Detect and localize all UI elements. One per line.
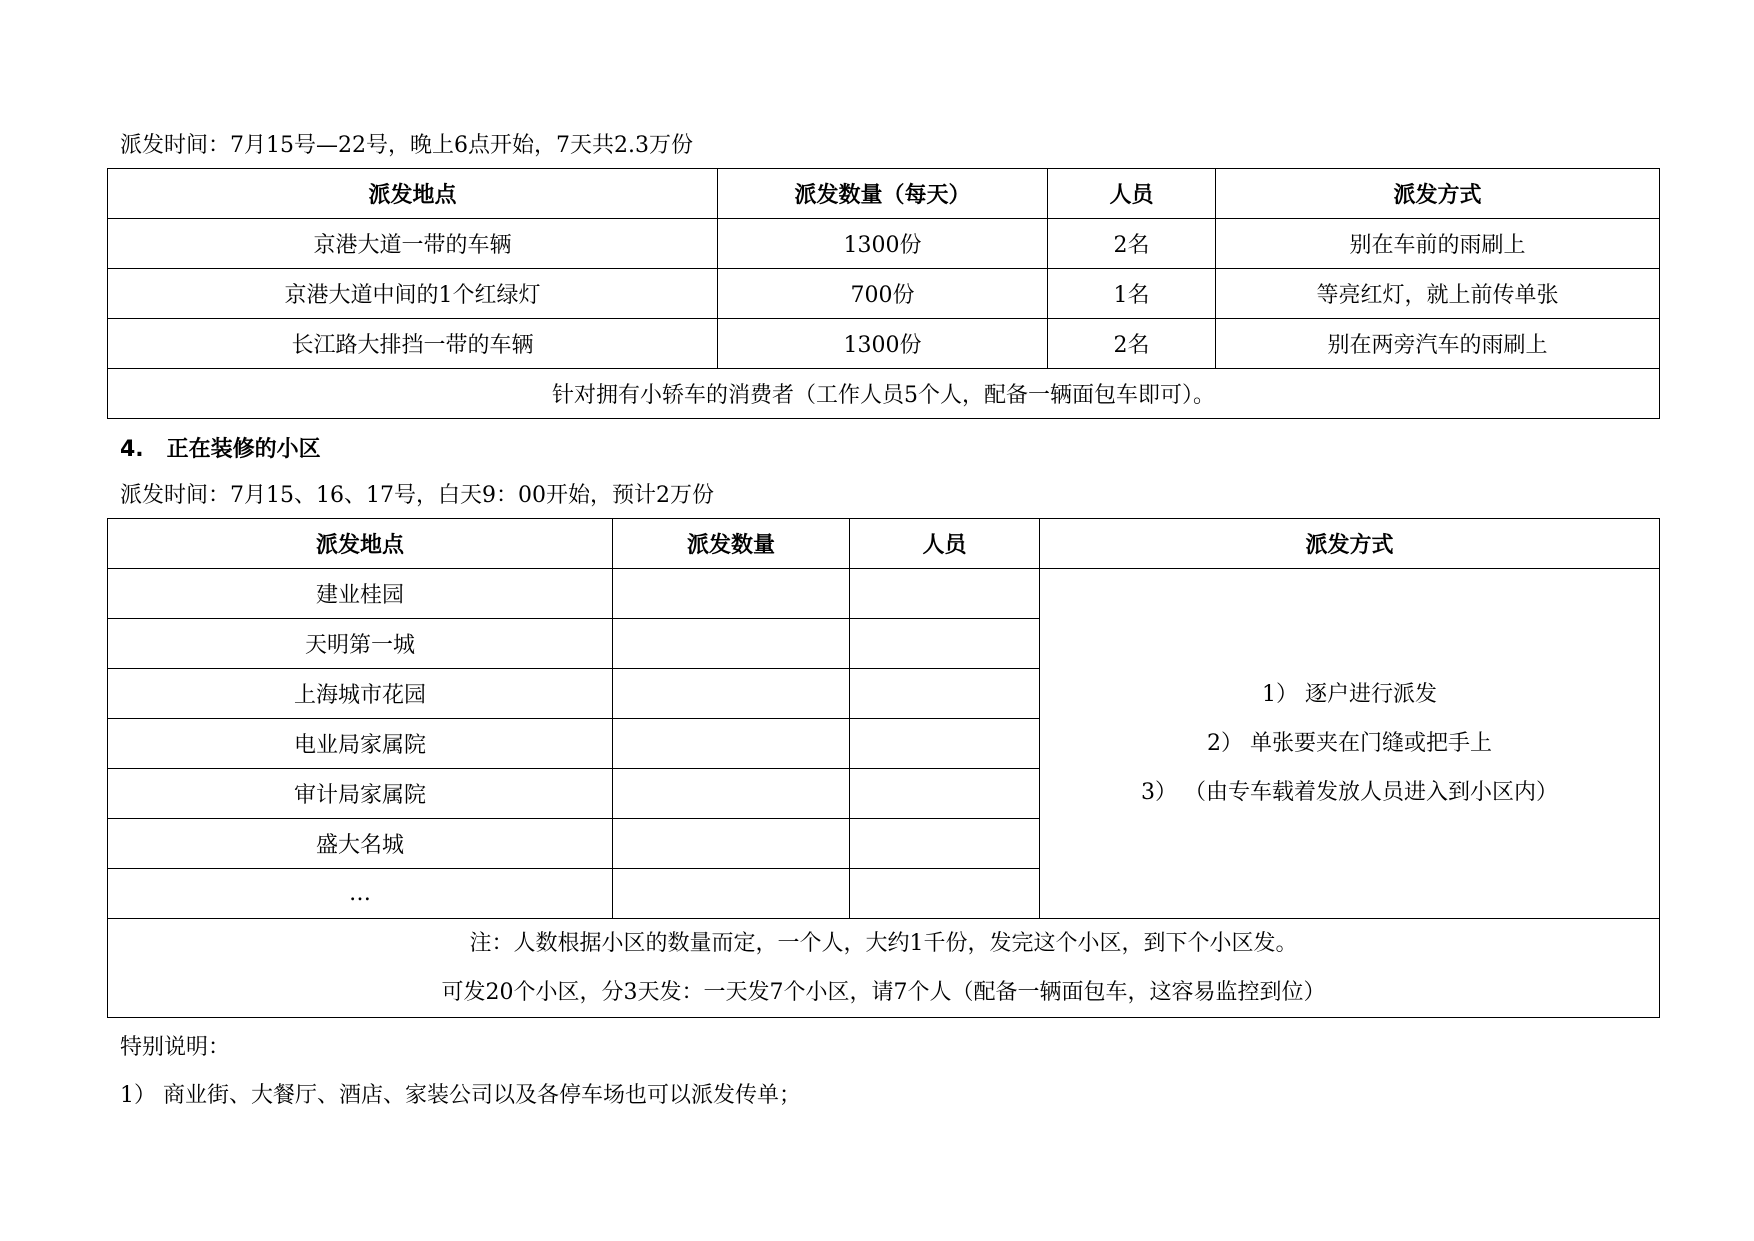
cell-quantity [613,769,850,819]
table-row [108,269,1660,319]
cell-staff: 1名 [1048,269,1216,319]
table-footer-note: 针对拥有小轿车的消费者（工作人员5个人，配备一辆面包车即可）。 [108,369,1660,419]
section4-time-line: 派发时间：7月15、16、17号，白天9：00开始，预计2万份 [120,483,714,508]
cell-quantity [613,619,850,669]
cell-staff: 2名 [1048,319,1216,369]
table-footer-row [108,919,1660,1018]
section4-table [107,518,1660,1018]
cell-method: 别在车前的雨刷上 [1216,219,1660,269]
method-item-2: 2） 单张要夹在门缝或把手上 [1207,731,1492,756]
table-header-row [108,169,1660,219]
special-title: 特别说明： [120,1035,231,1060]
table-row [108,319,1660,369]
section3-table [107,168,1660,419]
cell-location: … [108,869,613,919]
cell-quantity [613,819,850,869]
heading-number: 4. [120,437,144,462]
cell-quantity [613,719,850,769]
heading-text: 正在装修的小区 [166,437,321,462]
cell-quantity [613,669,850,719]
cell-quantity [613,569,850,619]
special-item-1: 1） 商业街、大餐厅、酒店、家装公司以及各停车场也可以派发传单； [120,1083,801,1108]
cell-quantity: 700份 [718,269,1048,319]
header-quantity: 派发数量（每天） [718,169,1048,219]
table-footer-row [108,369,1660,419]
cell-location: 上海城市花园 [108,669,613,719]
section3-time-line: 派发时间：7月15号—22号，晚上6点开始，7天共2.3万份 [120,133,693,158]
cell-method: 等亮红灯，就上前传单张 [1216,269,1660,319]
note-line-1: 注：人数根据小区的数量而定，一个人，大约1千份，发完这个小区，到下个小区发。 [469,931,1298,956]
table-header-row [108,519,1660,569]
cell-location: 建业桂园 [108,569,613,619]
cell-staff: 2名 [1048,219,1216,269]
cell-staff [850,719,1040,769]
cell-staff [850,569,1040,619]
cell-staff [850,769,1040,819]
cell-quantity [613,869,850,919]
header-location: 派发地点 [108,519,613,569]
cell-staff [850,669,1040,719]
cell-location: 天明第一城 [108,619,613,669]
cell-staff [850,619,1040,669]
cell-staff [850,869,1040,919]
header-staff: 人员 [850,519,1040,569]
table-row [108,219,1660,269]
header-method: 派发方式 [1040,519,1660,569]
cell-location: 京港大道一带的车辆 [108,219,718,269]
cell-quantity: 1300份 [718,219,1048,269]
cell-location: 长江路大排挡一带的车辆 [108,319,718,369]
cell-staff [850,819,1040,869]
header-staff: 人员 [1048,169,1216,219]
header-quantity: 派发数量 [613,519,850,569]
table-footer-note [108,919,1660,1018]
header-method: 派发方式 [1216,169,1660,219]
section4-heading [120,432,321,463]
cell-location: 京港大道中间的1个红绿灯 [108,269,718,319]
table-row [108,569,1660,619]
cell-method-list [1040,569,1660,919]
header-location: 派发地点 [108,169,718,219]
cell-location: 审计局家属院 [108,769,613,819]
cell-location: 盛大名城 [108,819,613,869]
cell-quantity: 1300份 [718,319,1048,369]
cell-location: 电业局家属院 [108,719,613,769]
method-item-1: 1） 逐户进行派发 [1262,682,1437,707]
method-item-3: 3） （由专车载着发放人员进入到小区内） [1141,780,1558,805]
note-line-2: 可发20个小区，分3天发：一天发7个小区，请7个人（配备一辆面包车，这容易监控到位） [441,980,1326,1005]
cell-method: 别在两旁汽车的雨刷上 [1216,319,1660,369]
